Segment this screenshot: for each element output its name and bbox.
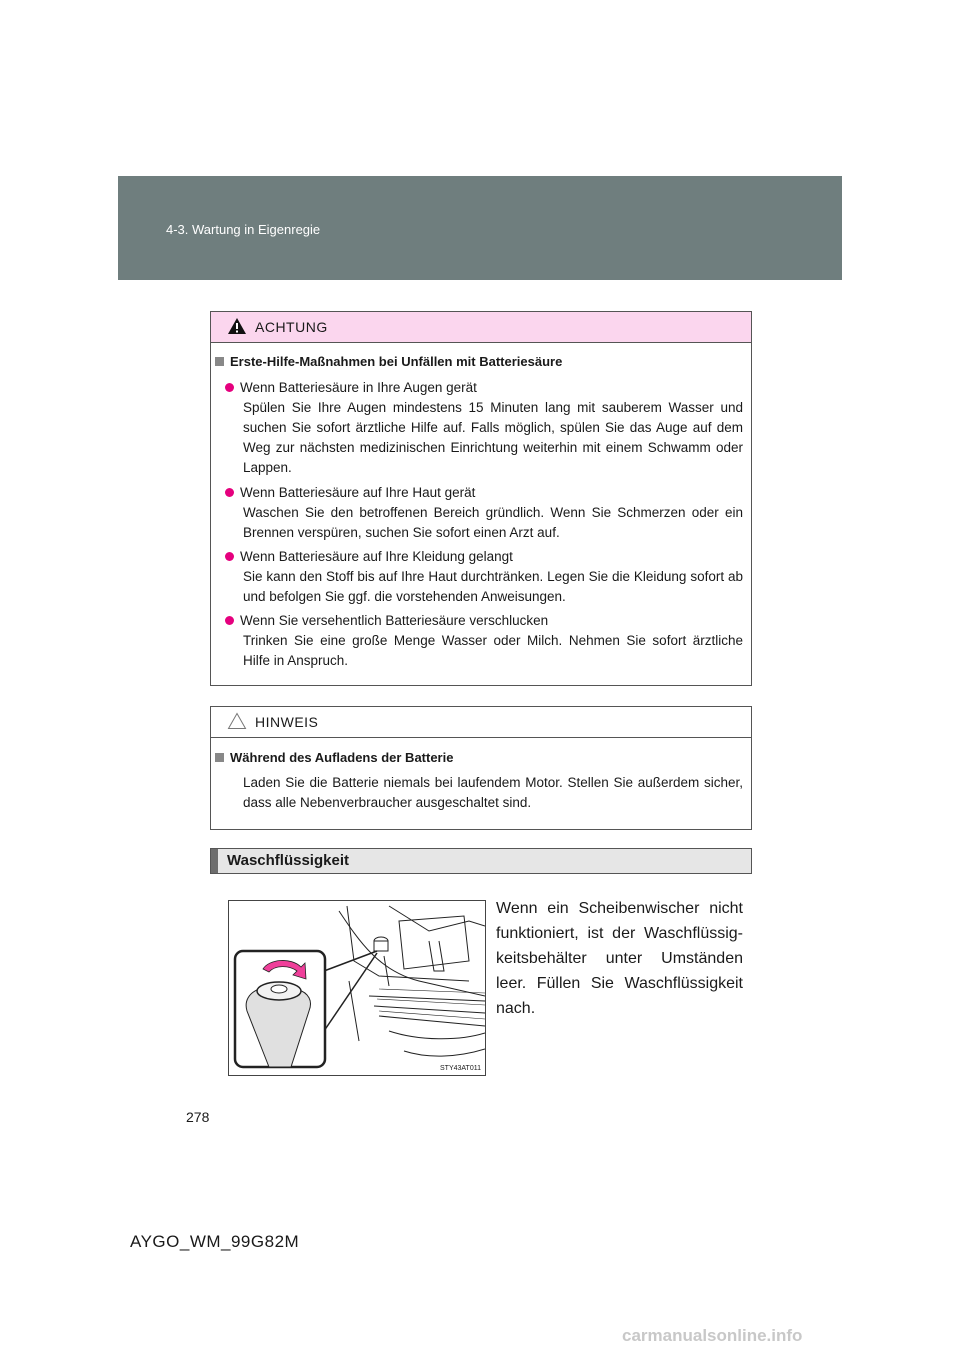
washer-reservoir-drawing [229,901,485,1075]
square-bullet-icon [215,753,224,762]
notice-box-header [211,707,751,738]
bullet-dot-icon [225,488,234,497]
square-bullet-icon [215,357,224,366]
warning-section-title: Erste-Hilfe-Maßnahmen bei Unfällen mit Batteriesäure [213,354,562,369]
engine-bay-illustration [228,900,486,1076]
warning-item: Wenn Sie versehentlich Batteriesäure verschlucken Trinken Sie eine große Menge Wasser oder Milch. Nehmen Sie sofort ärztliche Hilfe in Anspruch. [225,611,743,671]
washer-fluid-instruction: Wenn ein Scheibenwischer nicht funktioniert, ist der Waschflüssigkeitsbehälter unter Umständen leer. Füllen Sie Waschflüssigkeit nach. [496,900,743,1017]
page-number: 278 [186,1109,210,1125]
warning-icon [227,317,247,335]
warning-box [210,311,752,686]
bullet-dot-icon [225,552,234,561]
warning-title: ACHTUNG [255,319,328,335]
section-marker [211,849,218,873]
figure-code: STY43AT011 [440,1065,481,1072]
notice-title: HINWEIS [255,714,319,730]
bullet-dot-icon [225,616,234,625]
section-title: Waschflüssigkeit [227,852,349,869]
section-heading-bar [210,848,752,874]
bullet-dot-icon [225,383,234,392]
document-code: AYGO_WM_99G82M [130,1232,300,1251]
warning-item: Wenn Batteriesäure auf Ihre Kleidung gelangt Sie kann den Stoff bis auf Ihre Haut durchtränken. Legen Sie die Kleidung sofort ab und befolgen Sie ggf. die vorstehenden Anweisungen. [225,547,743,607]
warning-box-header [211,312,751,343]
warning-item: Wenn Batteriesäure auf Ihre Haut gerät Waschen Sie den betroffenen Bereich gründlich. Wenn Sie Schmerzen oder ein Brennen verspüren, suchen Sie sofort einen Arzt auf. [225,483,743,543]
caution-outline-icon [227,712,247,730]
notice-box [210,706,752,830]
warning-item: Wenn Batteriesäure in Ihre Augen gerät Spülen Sie Ihre Augen mindestens 15 Minuten lang mit sauberem Wasser und suchen Sie sofort ärztliche Hilfe auf. Falls möglich, spülen Sie das Auge auf dem Weg zur nächsten medizinischen Einrichtung weiterhin mit einem Schwamm oder Lappen. [225,378,743,478]
notice-section-title: Während des Aufladens der Batterie [213,750,453,765]
notice-body: Laden Sie die Batterie niemals bei laufendem Motor. Stellen Sie außerdem sicher, dass alle Nebenverbraucher ausgeschaltet sind. [243,775,743,810]
section-breadcrumb: 4-3. Wartung in Eigenregie [166,222,321,237]
footer-watermark[interactable]: carmanualsonline.info [622,1326,803,1345]
